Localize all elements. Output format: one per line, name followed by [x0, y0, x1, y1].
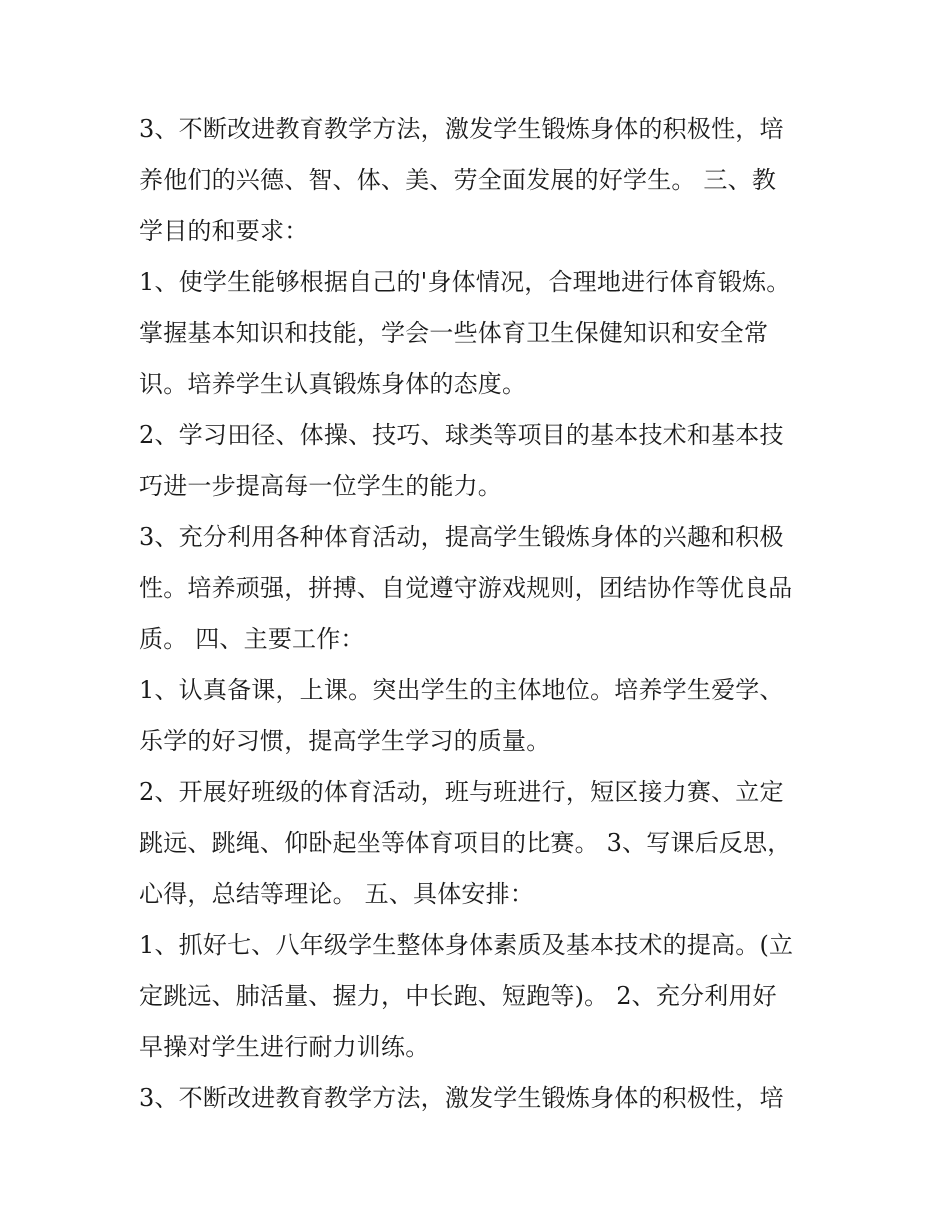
document-body: [139, 104, 819, 1124]
text-line: 质。 四、主要工作：: [139, 625, 365, 653]
text-line: 1、使学生能够根据自己的'身体情况，合理地进行体育锻炼。: [139, 268, 791, 296]
text-line: 性。培养顽强，拼搏、自觉遵守游戏规则，团结协作等优良品: [139, 574, 793, 602]
text-line: 3、充分利用各种体育活动，提高学生锻炼身体的兴趣和积极: [139, 523, 784, 551]
text-line: 早操对学生进行耐力训练。: [139, 1033, 430, 1061]
text-line: 3、不断改进教育教学方法，激发学生锻炼身体的积极性，培: [139, 115, 784, 143]
text-line: 乐学的好习惯，提高学生学习的质量。: [139, 727, 551, 755]
text-line: 巧进一步提高每一位学生的能力。: [139, 472, 502, 500]
text-line: 定跳远、肺活量、握力，中长跑、短跑等)。 2、充分利用好: [139, 982, 777, 1010]
text-line: 识。培养学生认真锻炼身体的态度。: [139, 370, 527, 398]
text-line: 养他们的兴德、智、体、美、劳全面发展的好学生。 三、教: [139, 166, 777, 194]
text-line: 2、学习田径、体操、技巧、球类等项目的基本技术和基本技: [139, 421, 784, 449]
text-line: 心得，总结等理论。 五、具体安排：: [139, 880, 535, 908]
text-line: 1、抓好七、八年级学生整体身体素质及基本技术的提高。(立: [139, 931, 794, 959]
text-line: 2、开展好班级的体育活动，班与班进行，短区接力赛、立定: [139, 778, 784, 806]
text-line: 3、不断改进教育教学方法，激发学生锻炼身体的积极性，培: [139, 1084, 784, 1112]
text-line: 1、认真备课，上课。突出学生的主体地位。培养学生爱学、: [139, 676, 784, 704]
text-line: 学目的和要求：: [139, 217, 309, 245]
text-line: 跳远、跳绳、仰卧起坐等体育项目的比赛。 3、写课后反思，: [139, 829, 792, 857]
text-line: 掌握基本知识和技能，学会一些体育卫生保健知识和安全常: [139, 319, 769, 347]
